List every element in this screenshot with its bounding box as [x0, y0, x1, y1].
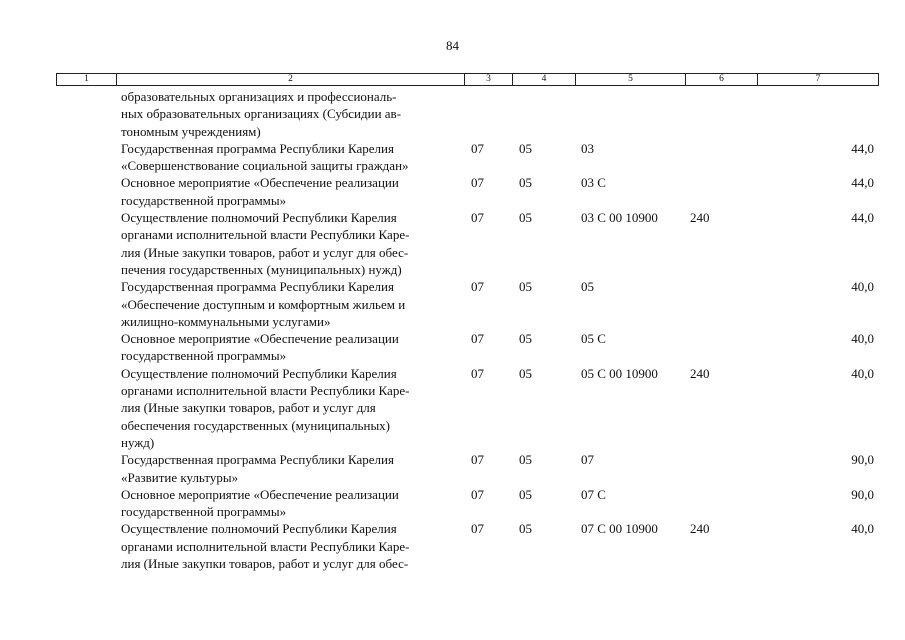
row-amount: 40,0 [851, 365, 874, 381]
table-row [0, 174, 905, 209]
row-target-code: 07 С [581, 486, 606, 502]
row-subsection: 05 [519, 331, 532, 347]
row-target-code: 05 С [581, 331, 606, 347]
table-row [0, 330, 905, 365]
row-name: Основное мероприятие «Обеспечение реализации государственной программы» [121, 331, 399, 364]
table-row [0, 140, 905, 175]
row-name: Государственная программа Республики Карелия «Совершенствование социальной защиты граждан» [121, 140, 409, 174]
header-col-2: 2 [116, 74, 464, 85]
row-subsection: 05 [519, 452, 532, 468]
header-col-3: 3 [464, 74, 512, 85]
row-section: 07 [471, 521, 484, 537]
row-target-code: 03 С [581, 175, 606, 191]
row-amount: 90,0 [851, 452, 874, 468]
row-section: 07 [471, 210, 484, 226]
row-section: 07 [471, 140, 484, 156]
table-row [0, 278, 905, 330]
row-section: 07 [471, 279, 484, 295]
row-name: образовательных организациях и профессиональ- ных образовательных организациях (Субсидии ав- тономным учреждениям) [121, 89, 402, 139]
row-target-code: 03 С 00 10900 [581, 210, 658, 226]
row-section: 07 [471, 486, 484, 502]
header-col-1: 1 [84, 74, 89, 84]
row-expense-type: 240 [690, 210, 710, 226]
row-name: Государственная программа Республики Карелия «Развитие культуры» [121, 452, 394, 485]
page-number: 84 [446, 38, 459, 53]
table-body [0, 88, 905, 572]
row-amount: 40,0 [851, 279, 874, 295]
row-subsection: 05 [519, 279, 532, 295]
header-col-6: 6 [685, 74, 757, 85]
table-row [0, 451, 905, 486]
row-name: Осуществление полномочий Республики Карелия органами исполнительной власти Республики Каре- лия (Иные закупки товаров, работ и услуг для обес- печения государственных (муниципальных) нужд) [121, 210, 410, 277]
row-amount: 40,0 [851, 331, 874, 347]
row-subsection: 05 [519, 365, 532, 381]
row-target-code: 07 С 00 10900 [581, 521, 658, 537]
row-subsection: 05 [519, 210, 532, 226]
table-row [0, 365, 905, 451]
table-row [0, 88, 905, 140]
row-target-code: 05 С 00 10900 [581, 365, 658, 381]
row-name: Основное мероприятие «Обеспечение реализации государственной программы» [121, 486, 399, 520]
row-amount: 90,0 [851, 486, 874, 502]
row-amount: 40,0 [851, 521, 874, 537]
row-amount: 44,0 [851, 140, 874, 156]
row-target-code: 03 [581, 140, 594, 156]
row-name: Государственная программа Республики Карелия «Обеспечение доступным и комфортным жильем и жилищно-коммунальными услугами» [121, 279, 406, 329]
header-col-4: 4 [512, 74, 575, 85]
row-section: 07 [471, 452, 484, 468]
row-subsection: 05 [519, 486, 532, 502]
header-col-7: 7 [757, 74, 878, 85]
row-name: Основное мероприятие «Обеспечение реализации государственной программы» [121, 175, 399, 208]
row-name: Осуществление полномочий Республики Карелия органами исполнительной власти Республики Каре- лия (Иные закупки товаров, работ и услуг для обеспечения государственных (муниципальных) нужд) [121, 365, 410, 450]
row-subsection: 05 [519, 521, 532, 537]
row-amount: 44,0 [851, 175, 874, 191]
row-subsection: 05 [519, 140, 532, 156]
row-target-code: 05 [581, 279, 594, 295]
row-section: 07 [471, 175, 484, 191]
row-section: 07 [471, 365, 484, 381]
row-expense-type: 240 [690, 365, 710, 381]
table-row [0, 520, 905, 572]
row-subsection: 05 [519, 175, 532, 191]
row-name: Осуществление полномочий Республики Карелия органами исполнительной власти Республики Каре- лия (Иные закупки товаров, работ и услуг для обес- [121, 521, 410, 572]
table-header [56, 73, 879, 86]
header-col-5: 5 [575, 74, 685, 85]
row-amount: 44,0 [851, 210, 874, 226]
row-section: 07 [471, 331, 484, 347]
table-row [0, 486, 905, 521]
row-target-code: 07 [581, 452, 594, 468]
table-row [0, 209, 905, 278]
row-expense-type: 240 [690, 521, 710, 537]
